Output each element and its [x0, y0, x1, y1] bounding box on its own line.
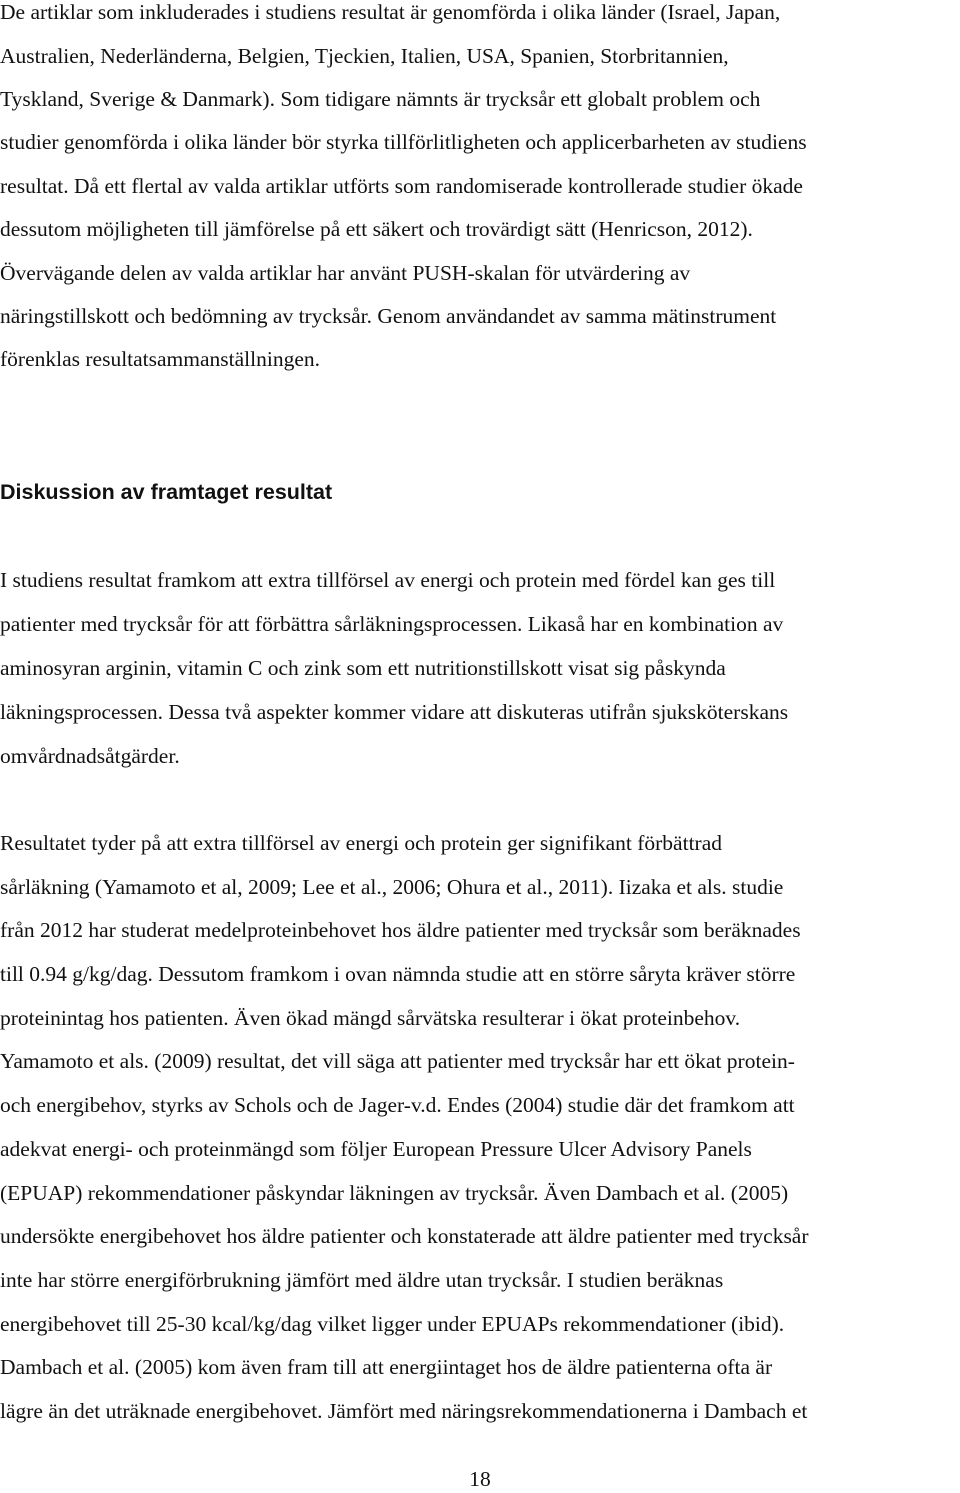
text-line: undersökte energibehovet hos äldre patienter och konstaterade att äldre patienter med trycksår [0, 1224, 809, 1248]
text-line: studier genomförda i olika länder bör styrka tillförlitligheten och applicerbarheten av studiens [0, 130, 807, 154]
text-line: Övervägande delen av valda artiklar har använt PUSH-skalan för utvärdering av [0, 261, 691, 285]
text-line: läkningsprocessen. Dessa två aspekter kommer vidare att diskuteras utifrån sjuksköterskans [0, 700, 789, 724]
text-line: näringstillskott och bedömning av trycksår. Genom användandet av samma mätinstrument [0, 304, 777, 328]
text-line: (EPUAP) rekommendationer påskyndar läkningen av trycksår. Även Dambach et al. (2005) [0, 1181, 789, 1205]
text-line: patienter med trycksår för att förbättra sårläkningsprocessen. Likaså har en kombination av [0, 612, 784, 636]
text-line: omvårdnadsåtgärder. [0, 744, 180, 768]
text-line: och energibehov, styrks av Schols och de Jager-v.d. Endes (2004) studie där det framkom att [0, 1093, 795, 1117]
page-number: 18 [469, 1467, 491, 1491]
text-line: från 2012 har studerat medelproteinbehovet hos äldre patienter med trycksår som beräknades [0, 918, 801, 942]
text-line: I studiens resultat framkom att extra tillförsel av energi och protein med fördel kan ges till [0, 568, 776, 592]
text-line: lägre än det uträknade energibehovet. Jämfört med näringsrekommendationerna i Dambach et [0, 1399, 808, 1423]
text-line: aminosyran arginin, vitamin C och zink som ett nutritionstillskott visat sig påskynda [0, 656, 726, 680]
text-line: till 0.94 g/kg/dag. Dessutom framkom i ovan nämnda studie att en större såryta kräver större [0, 962, 796, 986]
text-line: proteinintag hos patienten. Även ökad mängd sårvätska resulterar i ökat proteinbehov. [0, 1006, 741, 1030]
text-line: sårläkning (Yamamoto et al, 2009; Lee et al., 2006; Ohura et al., 2011). Iizaka et als. studie [0, 875, 784, 899]
text-line: Australien, Nederländerna, Belgien, Tjeckien, Italien, USA, Spanien, Storbritannien, [0, 44, 729, 68]
text-line: resultat. Då ett flertal av valda artiklar utförts som randomiserade kontrollerade studier ökade [0, 174, 803, 198]
text-line: adekvat energi- och proteinmängd som följer European Pressure Ulcer Advisory Panels [0, 1137, 752, 1161]
section-heading: Diskussion av framtaget resultat [0, 480, 333, 504]
text-line: energibehovet till 25-30 kcal/kg/dag vilket ligger under EPUAPs rekommendationer (ibid). [0, 1312, 785, 1336]
text-line: förenklas resultatsammanställningen. [0, 347, 321, 371]
text-line: Resultatet tyder på att extra tillförsel av energi och protein ger signifikant förbättrad [0, 831, 722, 855]
text-line: Tyskland, Sverige & Danmark). Som tidigare nämnts är trycksår ett globalt problem och [0, 87, 761, 111]
text-line: dessutom möjligheten till jämförelse på ett säkert och trovärdigt sätt (Henricson, 2012). [0, 217, 753, 241]
text-line: inte har större energiförbrukning jämfört med äldre utan trycksår. I studien beräknas [0, 1268, 724, 1292]
text-line: De artiklar som inkluderades i studiens resultat är genomförda i olika länder (Israel, Japan, [0, 0, 781, 24]
text-line: Yamamoto et als. (2009) resultat, det vill säga att patienter med trycksår har ett ökat protein- [0, 1049, 795, 1073]
text-line: Dambach et al. (2005) kom även fram till att energiintaget hos de äldre patienterna ofta är [0, 1355, 773, 1379]
